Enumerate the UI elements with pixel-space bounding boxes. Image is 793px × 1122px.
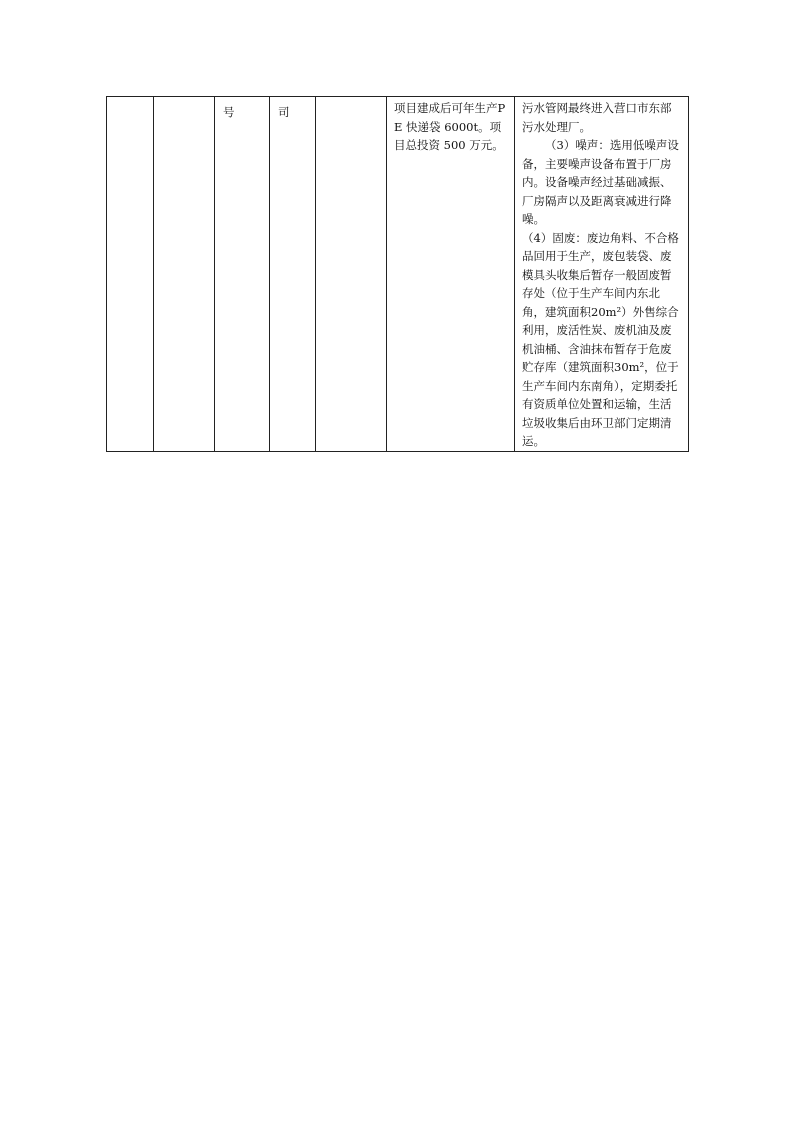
table-cell-4: [270, 97, 316, 452]
cell-2-text: [154, 97, 214, 99]
wastewater-paragraph: 污水管网最终进入营口市东部污水处理厂。: [522, 101, 672, 134]
table-cell-3: [215, 97, 270, 452]
cell-4-text: 司: [278, 105, 290, 119]
table-cell-5: [316, 97, 387, 452]
noise-paragraph: （3）噪声：选用低噪声设备，主要噪声设备布置于厂房内。设备噪声经过基础减振、厂房隔声以及距离衰减进行降噪。: [522, 138, 679, 226]
cell-3-text: 号: [223, 105, 235, 119]
table-cell-7: [515, 97, 689, 452]
project-description-text: 项目建成后可年生产PE 快递袋 6000t。项目总投资 500 万元。: [394, 101, 506, 152]
table-cell-1: [107, 97, 154, 452]
cell-1-text: [107, 97, 153, 99]
cell-5-text: [316, 97, 386, 99]
solid-waste-paragraph: （4）固废：废边角料、不合格品回用于生产，废包装袋、废模具头收集后暂存一般固废暂存处（位于生产车间内东北角，建筑面积20m²）外售综合利用，废活性炭、废机油及废机油桶、含油抹布暂存于危废贮存库（建筑面积30m²，位于生产车间内东南角），定期委托有资质单位处置和运输，生活垃圾收集后由环卫部门定期清运。: [522, 230, 679, 448]
table-cell-2: [154, 97, 215, 452]
table-row: [107, 97, 689, 452]
document-table: [106, 96, 689, 452]
table-cell-6: [387, 97, 515, 452]
pollution-control-measures: [515, 97, 688, 451]
